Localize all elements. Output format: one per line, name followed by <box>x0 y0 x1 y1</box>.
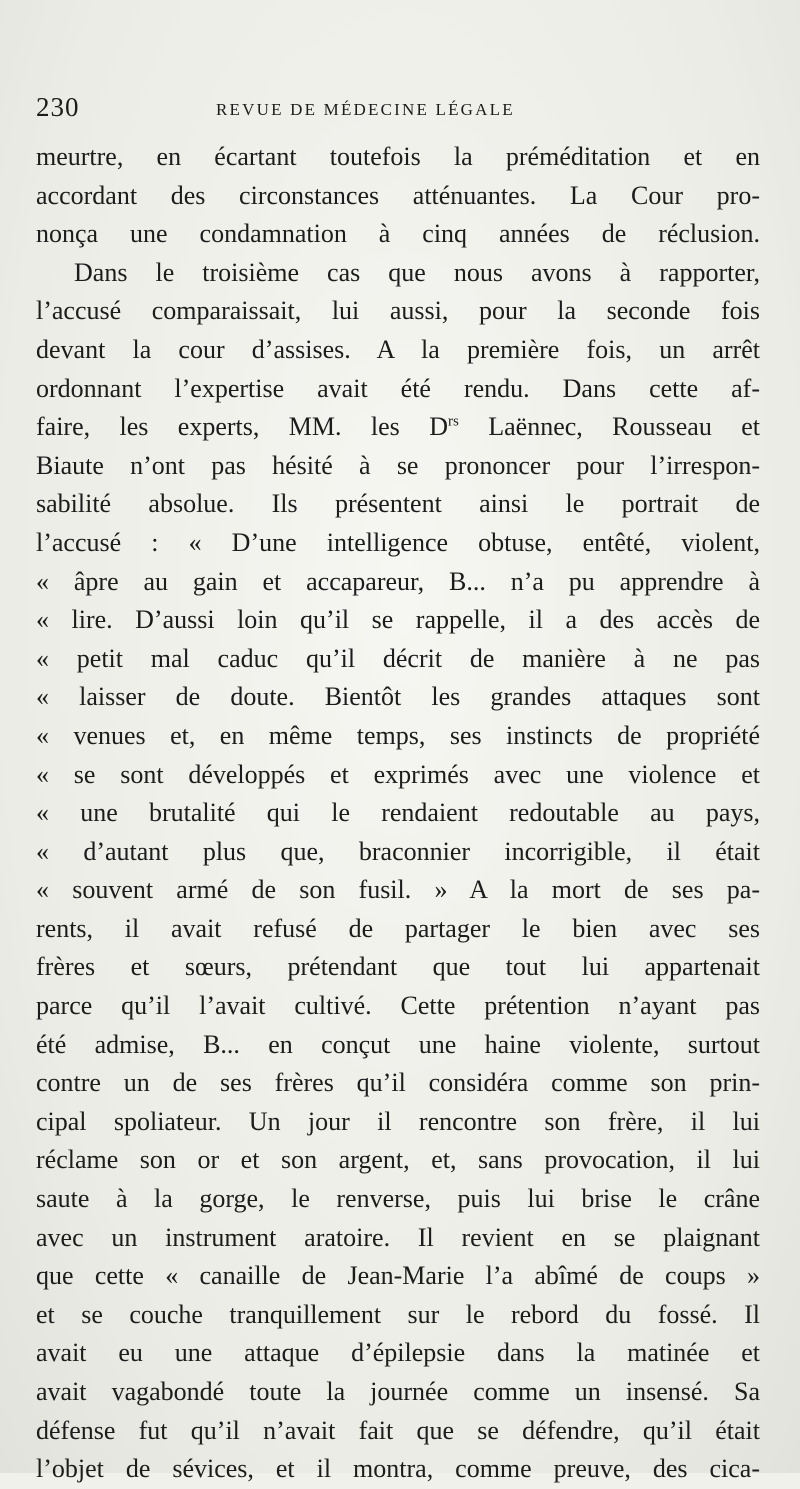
text-line: et se couche tranquillement sur le rebord du fossé. Il <box>36 1299 760 1329</box>
running-title: REVUE DE MÉDECINE LÉGALE <box>216 100 515 119</box>
text-line: devant la cour d’assises. A la première fois, un arrêt <box>36 334 760 364</box>
text-line: parce qu’il l’avait cultivé. Cette prétention n’ayant pas <box>36 991 760 1021</box>
text-line: avait eu une attaque d’épilepsie dans la matinée et <box>36 1338 760 1368</box>
text-line: frères et sœurs, prétendant que tout lui appartenait <box>36 952 760 982</box>
text-line: rents, il avait refusé de partager le bien avec ses <box>36 913 760 943</box>
line-tail: Laënnec, Rousseau et <box>458 412 760 442</box>
body-text <box>36 138 760 1489</box>
text-line: sabilité absolue. Ils présentent ainsi le portrait de <box>36 489 760 519</box>
text-line: « une brutalité qui le rendaient redoutable au pays, <box>36 798 760 828</box>
text-line: ordonnant l’expertise avait été rendu. Dans cette af- <box>36 373 760 403</box>
text-line: contre un de ses frères qu’il considéra comme son prin- <box>36 1068 760 1098</box>
text-line: Dans le troisième cas que nous avons à rapporter, <box>74 257 760 287</box>
text-line: l’accusé comparaissait, lui aussi, pour la seconde fois <box>36 296 760 326</box>
text-line: été admise, B... en conçut une haine violente, surtout <box>36 1029 760 1059</box>
text-line: l’objet de sévices, et il montra, comme preuve, des cica- <box>36 1454 760 1484</box>
text-line: « petit mal caduc qu’il décrit de manière à ne pas <box>36 643 760 673</box>
text-line: « se sont développés et exprimés avec une violence et <box>36 759 760 789</box>
text-line: avait vagabondé toute la journée comme un insensé. Sa <box>36 1377 760 1406</box>
text-line: « souvent armé de son fusil. » A la mort de ses pa- <box>36 875 760 905</box>
text-line: réclame son or et son argent, et, sans provocation, il lui <box>36 1145 760 1175</box>
superscript: rs <box>447 413 459 430</box>
text-line: cipal spoliateur. Un jour il rencontre son frère, il lui <box>36 1106 760 1136</box>
text-line: avec un instrument aratoire. Il revient en se plaignant <box>36 1222 760 1252</box>
text-line: « âpre au gain et accapareur, B... n’a pu apprendre à <box>36 566 760 596</box>
line-head: faire, les experts, MM. les D <box>36 412 448 442</box>
text-line: saute à la gorge, le renverse, puis lui brise le crâne <box>36 1184 760 1214</box>
text-line: « d’autant plus que, braconnier incorrigible, il était <box>36 836 760 866</box>
text-line: accordant des circonstances atténuantes. La Cour pro- <box>36 180 760 210</box>
page-header <box>36 92 760 128</box>
text-line: nonça une condamnation à cinq années de réclusion. <box>36 219 760 249</box>
page-number: 230 <box>36 92 80 122</box>
text-line-with-superscript <box>36 408 760 447</box>
text-line: « laisser de doute. Bientôt les grandes attaques sont <box>36 682 760 712</box>
text-line: défense fut qu’il n’avait fait que se défendre, qu’il était <box>36 1415 760 1445</box>
text-line: que cette « canaille de Jean-Marie l’a abîmé de coups » <box>36 1261 760 1291</box>
text-line: Biaute n’ont pas hésité à se prononcer pour l’irrespon- <box>36 450 760 480</box>
text-line: « lire. D’aussi loin qu’il se rappelle, il a des accès de <box>36 605 760 635</box>
text-line: meurtre, en écartant toutefois la préméditation et en <box>36 142 760 171</box>
text-line: l’accusé : « D’une intelligence obtuse, entêté, violent, <box>36 527 760 557</box>
text-line: « venues et, en même temps, ses instincts de propriété <box>36 720 760 750</box>
